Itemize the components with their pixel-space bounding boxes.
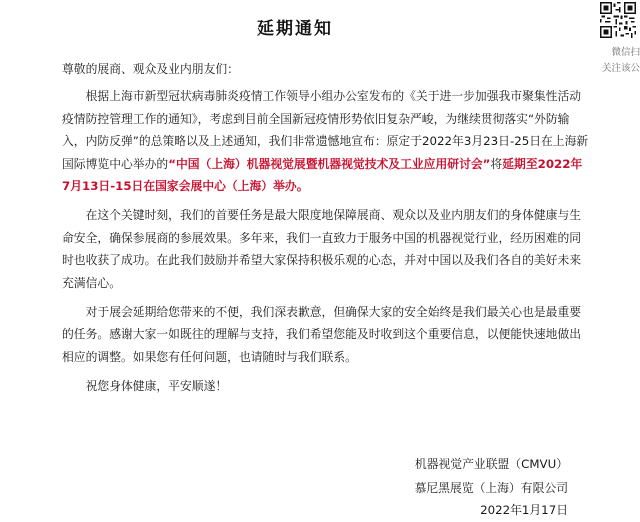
qr-caption-scan: 微信扫 — [611, 47, 640, 58]
signature-block — [415, 452, 568, 500]
event-name: “中国（上海）机器视觉展暨机器视觉技术及工业应用研讨会” — [168, 156, 491, 171]
greeting: 尊敬的展商、观众及业内朋友们： — [62, 62, 239, 76]
closing-wishes: 祝您身体健康，平安顺遂！ — [85, 379, 228, 394]
paragraph-apology: 对于展会延期给您带来的不便，我们深表歉意，但确保大家的安全始终是我们最关心也是最重要的任务。感谢大家一如既往的理解与支持，我们希望您能及时收到这个重要信息，以便能快速地做出相应的调整。如果您有任何问题，也请随时与我们联系。 — [62, 305, 582, 364]
qr-panel — [598, 0, 640, 80]
paragraph-announcement — [62, 85, 590, 197]
signatory-messe: 慕尼黑展览（上海）有限公司 — [414, 481, 568, 495]
signatory-cmvu: 机器视觉产业联盟（CMVU） — [414, 457, 568, 471]
notice-body — [62, 58, 590, 398]
paragraph-priority: 在这个关键时刻，我们的首要任务是最大限度地保障展商、观众以及业内朋友们的身体健康与生命安全，确保参展商的参展效果。多年来，我们一直致力于服务中国的机器视觉行业，经历困难的同时也收获了成功。在此我们鼓励并希望大家保持积极乐观的心态，并对中国以及我们各自的美好未来充满信心。 — [62, 208, 582, 290]
qr-caption-follow: 关注该公 — [601, 63, 640, 74]
qr-code-icon[interactable] — [600, 2, 636, 38]
announcement-text: 根据上海市新型冠状病毒肺炎疫情工作领导小组办公室发布的《关于进一步加强我市聚集性活动疫情防控管理工作的通知》，考虑到目前全国新冠疫情形势依旧复杂严峻，为继续贯彻落实“外防输入，内防反弹”的总策略以及上述通知，我们非常遗憾地宣布：原定于2022年3月23日-25日在上海新国际博览中心举办的 — [62, 89, 589, 171]
new-date-notice: 延期至2022年7月13日-15日在国家会展中心（上海）举办。 — [62, 156, 583, 194]
notice-date: 2022年1月17日 — [480, 503, 568, 517]
announcement-connector: 将 — [490, 156, 503, 171]
notice-title: 延期通知 — [257, 19, 333, 39]
